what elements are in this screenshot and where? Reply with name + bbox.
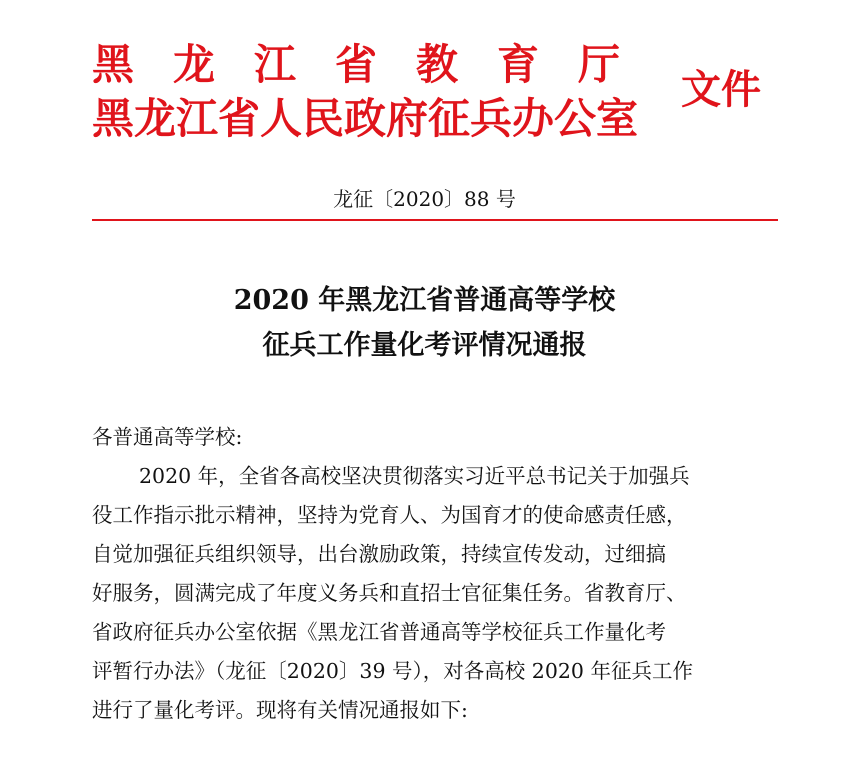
document-number: 龙征〔2020〕88 号 [333,187,516,211]
body-line: 2020 年，全省各高校坚决贯彻落实习近平总书记关于加强兵 [139,464,690,488]
title-line-1: 2020 年黑龙江省普通高等学校 [233,285,616,316]
body-line: 评暂行办法》（龙征〔2020〕39 号），对各高校 2020 年征兵工作 [92,659,693,683]
body-line: 好服务，圆满完成了年度义务兵和直招士官征集任务。省教育厅、 [92,581,687,605]
body-line: 自觉加强征兵组织领导，出台激励政策，持续宣传发动，过细搞 [92,542,666,566]
salutation: 各普通高等学校: [92,425,243,449]
document-body [92,418,782,730]
issuer-education-department: 黑龙江省教育厅 [92,40,660,89]
red-divider-line [92,219,778,221]
issuer-block [92,38,682,146]
document-title [0,278,849,368]
body-line: 省政府征兵办公室依据《黑龙江省普通高等学校征兵工作量化考 [92,620,666,644]
issuer-conscription-office: 黑龙江省人民政府征兵办公室 [92,94,639,143]
document-kind-label: 文件 [681,66,761,113]
title-line-2: 征兵工作量化考评情况通报 [262,330,587,361]
body-line: 进行了量化考评。现将有关情况通报如下: [92,698,468,722]
body-line: 役工作指示批示精神，坚持为党育人、为国育才的使命感责任感， [92,503,687,527]
